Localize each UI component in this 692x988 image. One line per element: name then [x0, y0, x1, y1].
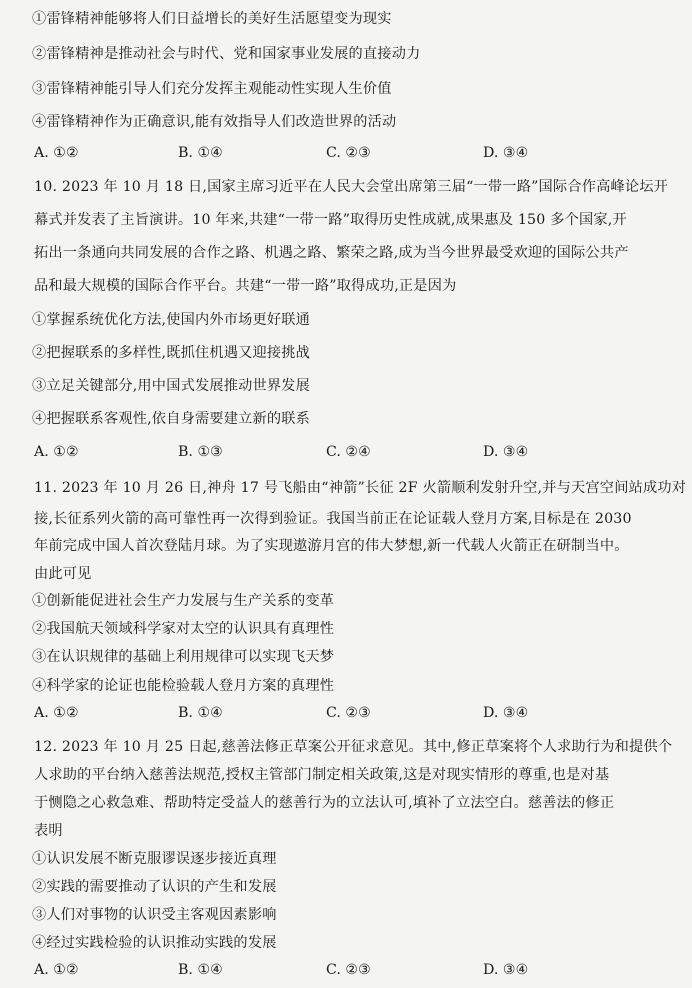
q9-item-4: ④雷锋精神作为正确意识,能有效指导人们改造世界的活动	[32, 114, 397, 130]
q10-item-1: ①掌握系统优化方法,使国内外市场更好联通	[32, 312, 311, 328]
q9-option-d: D. ③④	[483, 145, 529, 161]
q12-option-d: D. ③④	[483, 962, 529, 978]
q9-item-2: ②雷锋精神是推动社会与时代、党和国家事业发展的直接动力	[32, 46, 421, 62]
q10-stem-line-1: 10. 2023 年 10 月 18 日,国家主席习近平在人民大会堂出席第三届“一带一路”国际合作高峰论坛开	[34, 179, 669, 195]
q11-option-c: C. ②③	[326, 705, 371, 721]
q10-stem-line-2: 幕式并发表了主旨演讲。10 年来,共建“一带一路”取得历史性成就,成果惠及 150 多个国家,开	[34, 212, 627, 228]
q12-stem-line-2: 人求助的平台纳入慈善法规范,授权主管部门制定相关政策,这是对现实情形的尊重,也是对基	[34, 767, 610, 783]
q11-item-4: ④科学家的论证也能检验载人登月方案的真理性	[32, 678, 335, 694]
q11-item-1: ①创新能促进社会生产力发展与生产关系的变革	[32, 593, 335, 609]
q12-item-2: ②实践的需要推动了认识的产生和发展	[32, 879, 277, 895]
q11-stem-line-4: 由此可见	[34, 566, 92, 582]
q11-item-2: ②我国航天领域科学家对太空的认识具有真理性	[32, 621, 335, 637]
q9-item-3: ③雷锋精神能引导人们充分发挥主观能动性实现人生价值	[32, 81, 392, 97]
q12-option-c: C. ②③	[326, 962, 371, 978]
q12-stem-line-4: 表明	[34, 823, 63, 839]
q11-stem-line-3: 年前完成中国人首次登陆月球。为了实现遨游月宫的伟大梦想,新一代载人火箭正在研制当中。	[34, 538, 629, 554]
q10-option-b: B. ①③	[178, 444, 223, 460]
q10-option-c: C. ②④	[326, 444, 371, 460]
q12-item-1: ①认识发展不断克服谬误逐步接近真理	[32, 851, 277, 867]
q10-item-4: ④把握联系客观性,依自身需要建立新的联系	[32, 411, 311, 427]
q10-stem-line-4: 品和最大规模的国际合作平台。共建“一带一路”取得成功,正是因为	[34, 278, 457, 294]
q12-item-4: ④经过实践检验的认识推动实践的发展	[32, 935, 277, 951]
q11-option-d: D. ③④	[483, 705, 529, 721]
q11-stem-line-1: 11. 2023 年 10 月 26 日,神舟 17 号飞船由“神箭”长征 2F 火箭顺利发射升空,并与天宫空间站成功对	[34, 480, 687, 496]
q12-option-a: A. ①②	[34, 962, 79, 978]
q11-stem-line-2: 接,长征系列火箭的高可靠性再一次得到验证。我国当前正在论证载人登月方案,目标是在 2030	[34, 511, 632, 527]
q10-stem-line-3: 拓出一条通向共同发展的合作之路、机遇之路、繁荣之路,成为当今世界最受欢迎的国际公共产	[34, 245, 629, 261]
q12-item-3: ③人们对事物的认识受主客观因素影响	[32, 907, 277, 923]
q10-item-3: ③立足关键部分,用中国式发展推动世界发展	[32, 378, 311, 394]
q12-option-b: B. ①④	[178, 962, 223, 978]
q12-stem-line-3: 于恻隐之心救急难、帮助特定受益人的慈善行为的立法认可,填补了立法空白。慈善法的修正	[34, 795, 615, 811]
q12-stem-line-1: 12. 2023 年 10 月 25 日起,慈善法修正草案公开征求意见。其中,修正草案将个人求助行为和提供个	[34, 739, 673, 755]
q9-option-c: C. ②③	[326, 145, 371, 161]
q10-item-2: ②把握联系的多样性,既抓住机遇又迎接挑战	[32, 345, 311, 361]
q10-option-a: A. ①②	[34, 444, 79, 460]
q11-option-b: B. ①④	[178, 705, 223, 721]
q9-option-a: A. ①②	[34, 145, 79, 161]
q9-option-b: B. ①④	[178, 145, 223, 161]
q9-item-1: ①雷锋精神能够将人们日益增长的美好生活愿望变为现实	[32, 11, 392, 27]
q11-item-3: ③在认识规律的基础上利用规律可以实现飞天梦	[32, 649, 335, 665]
q10-option-d: D. ③④	[483, 444, 529, 460]
q11-option-a: A. ①②	[34, 705, 79, 721]
